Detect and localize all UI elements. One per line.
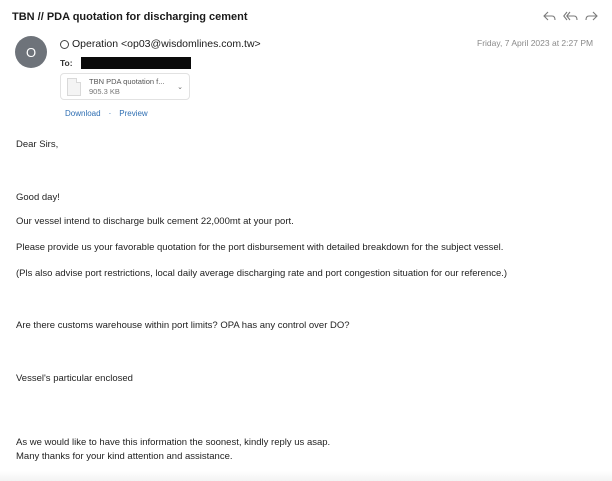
attachment-size: 905.3 KB: [89, 86, 120, 96]
body-line-4: Are there customs warehouse within port limits? OPA has any control over DO?: [16, 320, 350, 331]
sender-row: [60, 38, 261, 50]
body-good-day: Good day!: [16, 192, 60, 203]
email-subject: TBN // PDA quotation for discharging cement: [12, 11, 248, 23]
body-line-1: Our vessel intend to discharge bulk cement 22,000mt at your port.: [16, 216, 294, 227]
message-actions: [542, 9, 599, 24]
download-link[interactable]: Download: [65, 109, 101, 118]
avatar: O: [15, 36, 47, 68]
body-line-5: Vessel's particular enclosed: [16, 373, 133, 384]
file-icon: [67, 78, 81, 96]
attachment-card[interactable]: [60, 73, 190, 100]
body-line-7: Many thanks for your kind attention and assistance.: [16, 451, 233, 462]
reply-all-icon[interactable]: [563, 9, 578, 24]
redacted-recipient: [81, 57, 191, 69]
body-greeting: Dear Sirs,: [16, 139, 59, 150]
attachment-links: [65, 109, 148, 118]
message-date: Friday, 7 April 2023 at 2:27 PM: [477, 38, 594, 48]
recipient-row: [60, 57, 191, 69]
preview-link[interactable]: Preview: [119, 109, 148, 118]
link-separator: ·: [108, 109, 112, 118]
bottom-fade: [0, 471, 612, 481]
reply-icon[interactable]: [542, 9, 557, 24]
status-dot-icon: [60, 40, 69, 49]
to-label: To:: [60, 58, 73, 68]
body-line-3: (Pls also advise port restrictions, local daily average discharging rate and port congestion situation for our reference.): [16, 268, 508, 279]
attachment-name: TBN PDA quotation f...: [89, 76, 165, 86]
forward-icon[interactable]: [584, 9, 599, 24]
chevron-down-icon[interactable]: ⌄: [177, 83, 183, 91]
sender-name-email[interactable]: Operation <op03@wisdomlines.com.tw>: [72, 38, 261, 50]
body-line-6: As we would like to have this information the soonest, kindly reply us asap.: [16, 437, 331, 448]
body-line-2: Please provide us your favorable quotation for the port disbursement with detailed breakdown for the subject vessel.: [16, 242, 504, 253]
